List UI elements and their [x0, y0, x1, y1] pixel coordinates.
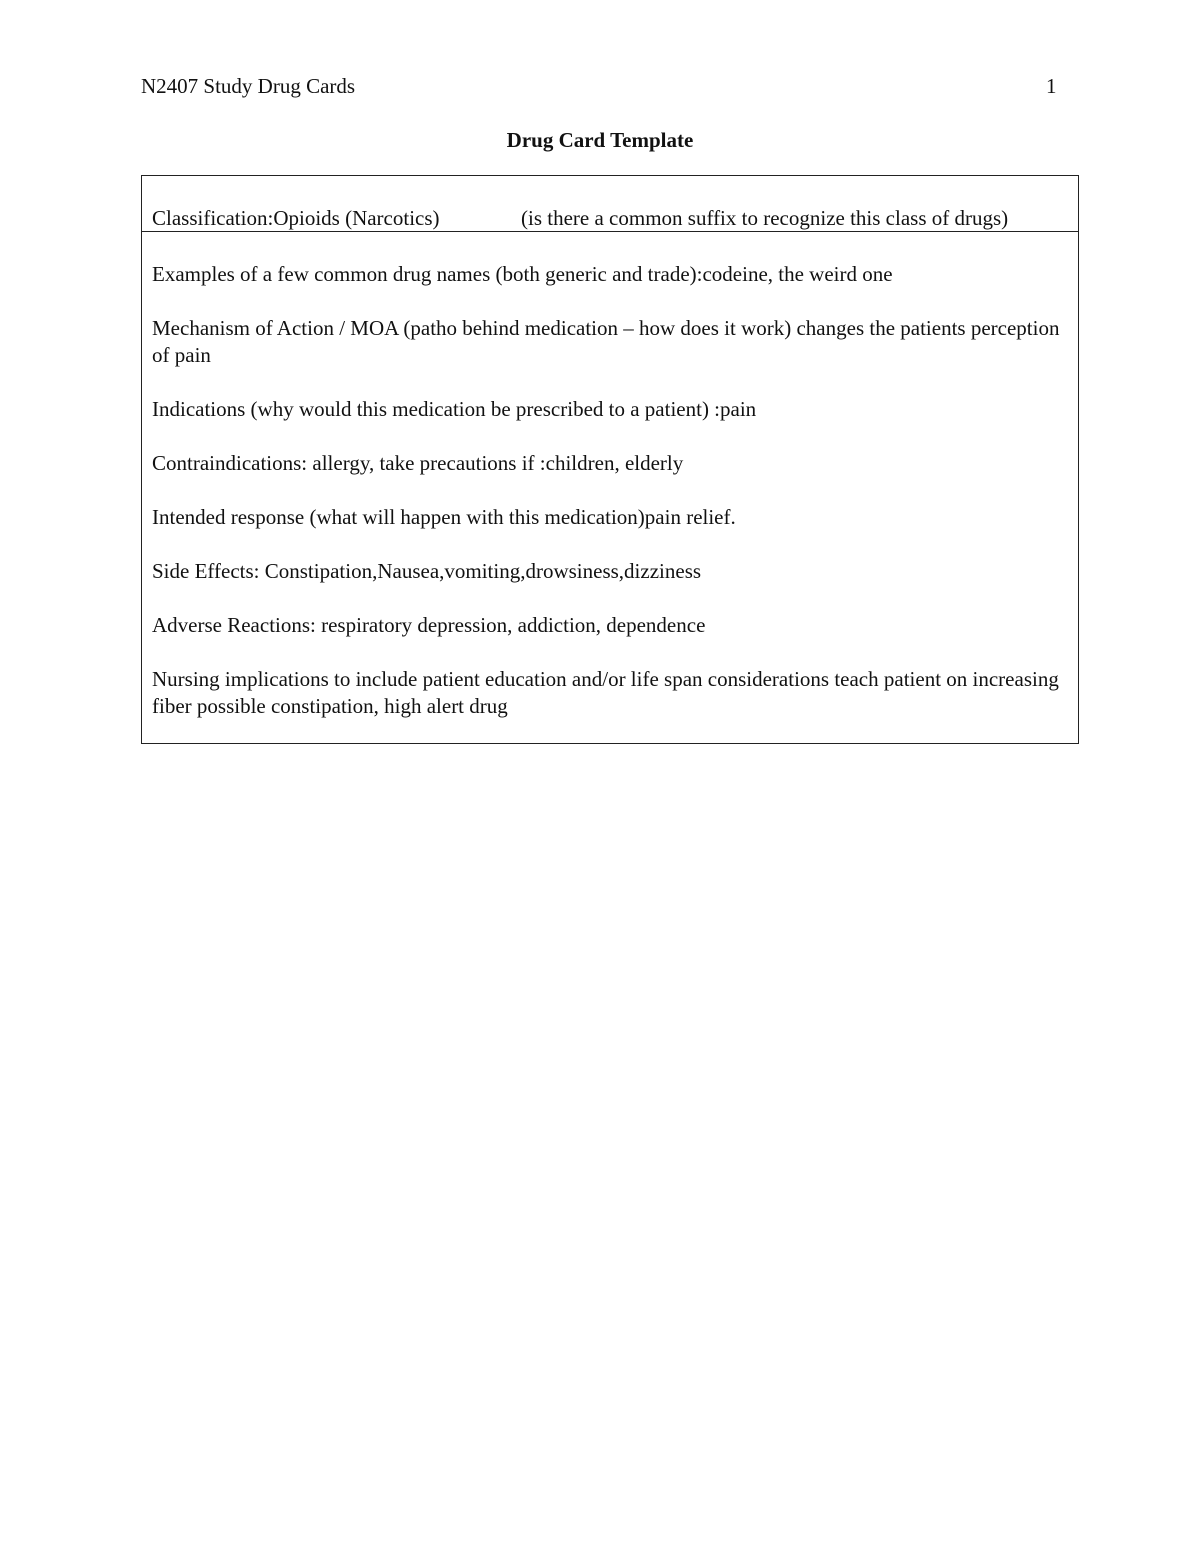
entry-indications: Indications (why would this medication be prescribed to a patient) :pain [152, 397, 757, 421]
page-title: Drug Card Template [506, 128, 694, 152]
entry-nursing-implications: Nursing implications to include patient education and/or life span considerations teach patient on increasing fiber possible constipation, high alert drug [152, 667, 1059, 718]
drug-card-table [141, 175, 1079, 744]
classification-row [142, 176, 1078, 232]
entry-contraindications: Contraindications: allergy, take precautions if :children, elderly [152, 451, 684, 475]
entry-adverse-reactions: Adverse Reactions: respiratory depression, addiction, dependence [152, 613, 706, 637]
entry-examples: Examples of a few common drug names (both generic and trade):codeine, the weird one [152, 262, 893, 286]
page-number: 1 [1046, 74, 1057, 98]
running-header: N2407 Study Drug Cards [141, 74, 356, 98]
entry-side-effects: Side Effects: Constipation,Nausea,vomiting,drowsiness,dizziness [152, 559, 702, 583]
drug-card-entries [152, 261, 1070, 747]
classification-note: (is there a common suffix to recognize this class of drugs) [521, 206, 1009, 230]
classification-label: Classification:Opioids (Narcotics) [152, 206, 440, 230]
entry-intended-response: Intended response (what will happen with this medication)pain relief. [152, 505, 736, 529]
entry-mechanism-of-action: Mechanism of Action / MOA (patho behind medication – how does it work) changes the patients perception of pain [152, 316, 1060, 367]
